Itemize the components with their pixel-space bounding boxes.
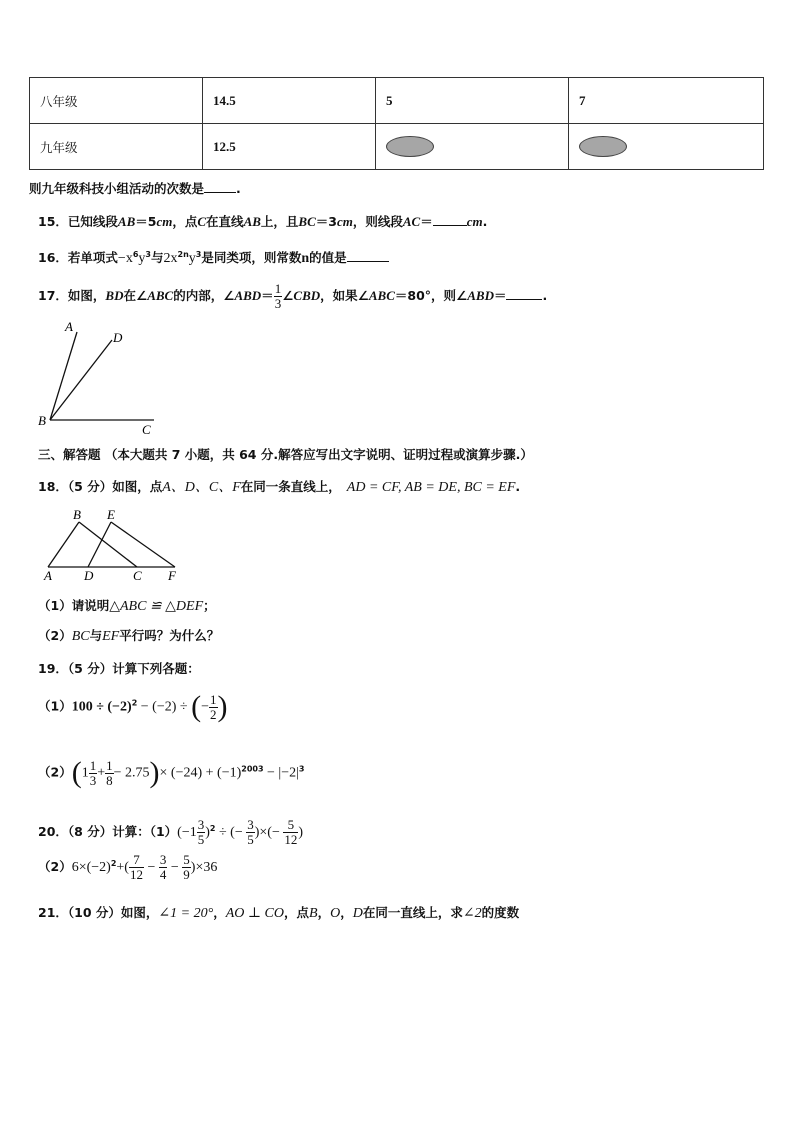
score-table — [29, 77, 764, 170]
question-21: 21．（10 分）如图，∠1 = 20°，AO ⊥ CO，点B，O，D在同一直线上，求∠2的度数 — [38, 905, 520, 921]
covered-cell — [376, 124, 569, 170]
figure-angle-abd — [30, 318, 170, 436]
figure-triangles — [38, 508, 188, 584]
ink-blot-icon — [579, 136, 627, 157]
label-D: D — [113, 330, 123, 345]
q20-part2: $(2)6\times(-2)^2+$( $\frac{7}{12}$ − $\frac{3}{4}$ − $\frac{5}{9}$ )×36 — [38, 852, 218, 882]
covered-cell — [569, 124, 764, 170]
label-F: F — [168, 568, 176, 583]
q19-part2: （2）(1 $\frac{1}{3}$ + $\frac{1}{8}$ − $2.75)\times (-24) + (-1)^{2003} - |-2|^3$ — [38, 756, 305, 789]
q14-tail: 则九年级科技小组活动的次数是 . — [29, 181, 241, 196]
question-17: 17．如图，BD在∠ABC的内部，∠ABD＝ $\frac{1}{3}$ ∠CBD，如果∠ABC＝80°，则∠ABD＝ . — [38, 281, 548, 311]
section-heading: 三、解答题 （本大题共 7 小题，共 64 分.解答应写出文字说明、证明过程或演算步骤.） — [38, 447, 533, 462]
label-E: E — [107, 508, 115, 522]
answer-blank[interactable] — [506, 287, 542, 300]
value-cell: 7 — [569, 78, 764, 124]
grade-cell: 八年级 — [30, 78, 203, 124]
label-A: A — [44, 568, 52, 583]
q18-part1: （1）请说明△ABC ≌ △DEF； — [38, 598, 216, 614]
label-C: C — [133, 568, 142, 583]
grade-cell: 九年级 — [30, 124, 203, 170]
table-row — [30, 78, 764, 124]
label-C: C — [142, 422, 151, 436]
answer-blank[interactable] — [204, 180, 236, 193]
label-D: D — [84, 568, 94, 583]
q18-part2: （2）BC与EF平行吗？为什么？ — [38, 628, 220, 644]
question-19: 19．（5 分）计算下列各题： — [38, 661, 200, 676]
question-15: 15．已知线段AB＝5cm，点C在直线AB上，且BC＝3cm，则线段AC＝ cm. — [38, 214, 488, 229]
value-cell: 14.5 — [203, 78, 376, 124]
q19-part1: $(1)100 \div (-2)^2 - (-2)$ ÷ (− $\frac{1}{2}$ ) — [38, 690, 228, 723]
ink-blot-icon — [386, 136, 434, 157]
label-A: A — [65, 319, 73, 334]
answer-blank[interactable] — [433, 213, 467, 226]
value-cell: 12.5 — [203, 124, 376, 170]
question-20: 20．（8 分）计算：（1）(−1 $\frac{3}{5}$ )$^2$ ÷ (− $\frac{3}{5}$ )×(− $\frac{5}{12}$ ) — [38, 817, 304, 847]
answer-blank[interactable] — [347, 249, 389, 262]
table-row — [30, 124, 764, 170]
value-cell: 5 — [376, 78, 569, 124]
question-18: 18．（5 分）如图，点A、D、C、F在同一条直线上， AD = CF, AB = DE, BC = EF. — [38, 479, 521, 495]
question-16: 16．若单项式$-x^6y^3$与$2x^{2n}y^3$是同类项，则常数n的值是 — [38, 248, 389, 267]
label-B: B — [73, 508, 81, 522]
label-B: B — [38, 413, 46, 428]
